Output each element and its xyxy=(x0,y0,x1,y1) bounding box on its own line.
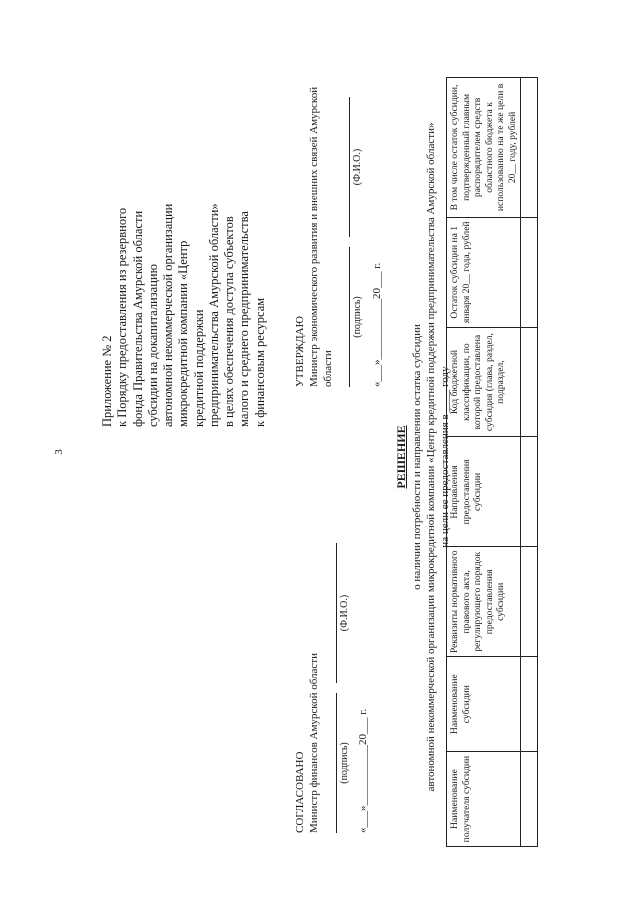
appendix-line: к финансовым ресурсам xyxy=(252,297,267,427)
subsidy-table xyxy=(446,77,538,847)
agree-date: «___»___________20___ г. xyxy=(357,708,369,833)
decision-line-2: автономной некоммерческой организации микрокредитной компании «Центр кредитной поддержки предпринимательства Амурской области» xyxy=(424,122,437,792)
table-cell xyxy=(521,437,538,547)
agree-signature-label: (подпись) xyxy=(336,693,352,833)
approve-block xyxy=(294,67,385,387)
table-cell xyxy=(521,752,538,847)
agree-block xyxy=(294,513,371,833)
appendix-block xyxy=(100,137,268,427)
appendix-line: автономной некоммерческой организации xyxy=(161,203,175,427)
table-header-cell: Наименование получателя субсидии xyxy=(447,752,521,847)
decision-line-3: на цели ее предоставления в ____ году xyxy=(438,366,451,548)
appendix-line: субсидии на докапитализацию xyxy=(145,264,160,427)
appendix-line: микрокредитной компании «Центр xyxy=(176,240,191,427)
table-header-cell: Наименование субсидии xyxy=(447,657,521,752)
appendix-line: фонда Правительства Амурской области xyxy=(130,210,145,427)
appendix-line: к Порядку предоставления из резервного xyxy=(115,207,130,427)
approve-name-label: (Ф.И.О.) xyxy=(349,97,365,237)
table-header-cell: Направления предоставления субсидии xyxy=(447,437,521,547)
agree-heading: СОГЛАСОВАНО xyxy=(294,751,306,833)
rotated-landscape-page xyxy=(98,57,518,857)
table-cell xyxy=(521,327,538,437)
agree-signature-row xyxy=(336,513,352,833)
agree-name-label: (Ф.И.О.) xyxy=(336,543,352,683)
table-header-cell: Реквизиты нормативного правового акта, регулирующего порядок предоставления субсидии xyxy=(447,547,521,657)
appendix-line: предпринимательства Амурской области» xyxy=(206,203,221,427)
table-cell xyxy=(521,78,538,218)
decision-title-block xyxy=(394,57,452,857)
table-row xyxy=(521,78,538,847)
appendix-line: в целях обеспечения доступа субъектов xyxy=(222,216,236,427)
appendix-line: кредитной поддержки xyxy=(191,309,206,427)
approve-heading: УТВЕРЖДАЮ xyxy=(294,316,306,387)
approve-signature-label: (подпись) xyxy=(349,247,365,387)
table-header-cell: Остаток субсидии на 1 января 20__ года, рублей xyxy=(447,217,521,327)
table-header-cell: Код бюджетной классификации, по которой предоставлена субсидия (глава, раздел, подраздел, xyxy=(447,327,521,437)
page-number: 3 xyxy=(52,449,65,455)
table-header-row xyxy=(447,78,521,847)
approve-date: «___»___________20___ г. xyxy=(370,262,383,387)
table-cell xyxy=(521,217,538,327)
decision-line-1: о наличии потребности и направлении остатка субсидии xyxy=(411,324,423,590)
approve-position: Министр экономического развития и внешних связей Амурской области xyxy=(307,86,334,387)
appendix-line: Приложение № 2 xyxy=(100,335,114,427)
decision-title: РЕШЕНИЕ xyxy=(394,425,408,489)
agree-position: Министр финансов Амурской области xyxy=(307,653,320,833)
table-header-cell: В том числе остаток субсидии, подтвержденный главным распорядителем средств областного бюджета к использованию на те же цели в 20__ году, рублей xyxy=(447,78,521,218)
approve-signature-row xyxy=(349,67,365,387)
table-cell xyxy=(521,547,538,657)
table-cell xyxy=(521,657,538,752)
appendix-line: малого и среднего предпринимательства xyxy=(237,211,252,427)
